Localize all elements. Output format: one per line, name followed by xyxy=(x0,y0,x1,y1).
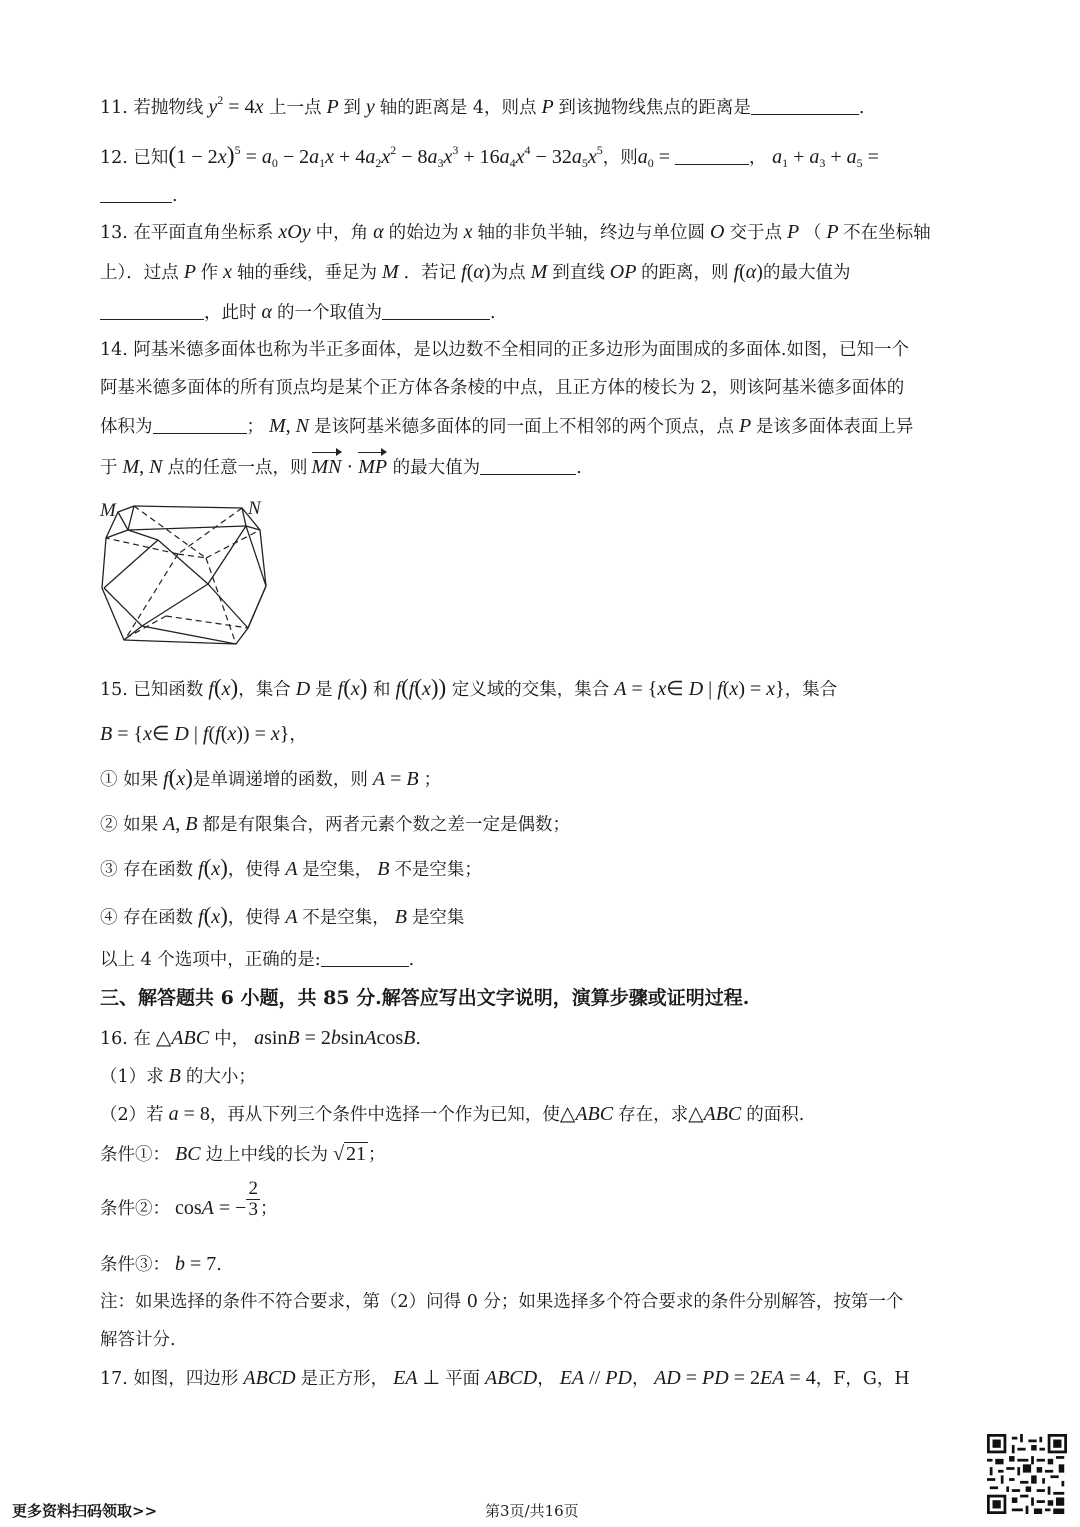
option-1: ① 如果 f(x)是单调递增的函数，则 A = B ； xyxy=(100,765,442,790)
archimedean-polyhedron-figure xyxy=(96,498,276,653)
answer-blank[interactable] xyxy=(100,184,172,203)
question-14: 14. 阿基米德多面体也称为半正多面体，是以边数不全相同的正多边形为面围成的多面体.如图，已知一个 xyxy=(100,340,909,360)
question-15: 15. 已知函数 f(x)，集合 D 是 f(x) 和 f(f(x)) 定义域的交集，集合 A = {x∈ D | f(x) = x}，集合 xyxy=(100,675,838,700)
question-13: 13. 在平面直角坐标系 xOy 中，角 α 的始边为 x 轴的非负半轴，终边与单位圆 O 交于点 P （ P 不在坐标轴 xyxy=(100,221,931,243)
question-16: 16. 在 △ABC 中， asinB = 2bsinAcosB. xyxy=(100,1027,421,1049)
section-3-heading: 三、解答题共 6 小题，共 85 分.解答应写出文字说明，演算步骤或证明过程. xyxy=(100,987,750,1009)
question-14-line2: 阿基米德多面体的所有顶点均是某个正方体各条棱的中点，且正方体的棱长为 2，则该阿基米德多面体的 xyxy=(100,378,905,398)
question-13-line3: ，此时 α 的一个取值为 . xyxy=(100,300,496,325)
option-4: ④ 存在函数 f(x)，使得 A 不是空集， B 是空集 xyxy=(100,903,465,928)
answer-blank[interactable] xyxy=(675,146,749,165)
option-2: ② 如果 A, B 都是有限集合，两者元素个数之差一定是偶数； xyxy=(100,813,571,835)
question-12-cont: . xyxy=(100,184,178,208)
condition-1: 条件①： BC 边上中线的长为 √ 21 ； xyxy=(100,1143,386,1165)
question-17: 17. 如图，四边形 ABCD 是正方形， EA ⊥ 平面 ABCD， EA // PD， AD = PD = 2EA = 4，F，G，H xyxy=(100,1367,910,1389)
footer-promo-text[interactable]: 更多资料扫码领取>> xyxy=(12,1502,158,1520)
question-15-answer-line: 以上 4 个选项中，正确的是: . xyxy=(100,950,415,970)
answer-blank[interactable] xyxy=(751,96,859,115)
vertex-label-m: M xyxy=(100,500,116,521)
question-16-part-2: （2）若 a = 8，再从下列三个条件中选择一个作为已知，使△ABC 存在，求△ABC 的面积. xyxy=(100,1103,805,1125)
option-3: ③ 存在函数 f(x)，使得 A 是空集， B 不是空集； xyxy=(100,855,482,880)
question-11: 11. 若抛物线 $y^2 = 4x$ 上一点 P 到 y 轴的距离是 4，则点 P 到该抛物线焦点的距离是 . xyxy=(100,93,865,118)
answer-blank[interactable] xyxy=(321,948,409,967)
vertex-label-n: N xyxy=(248,498,261,519)
condition-3: 条件③： b = 7. xyxy=(100,1253,222,1275)
question-16-part-1: （1）求 B 的大小； xyxy=(100,1065,256,1087)
question-15-line2: B = {x∈ D | f(f(x)) = x}， xyxy=(100,723,307,745)
page-number: 第3页/共16页 xyxy=(485,1502,579,1520)
note-line-1: 注：如果选择的条件不符合要求，第（2）问得 0 分；如果选择多个符合要求的条件分别解答，按第一个 xyxy=(100,1292,904,1312)
question-13-line2: 上）．过点 P 作 x 轴的垂线，垂足为 M ．若记 f(α)为点 M 到直线 OP 的距离，则 f(α)的最大值为 xyxy=(100,261,851,283)
answer-blank[interactable] xyxy=(100,301,204,320)
answer-blank[interactable] xyxy=(153,415,247,434)
question-14-line3: 体积为 ； M, N 是该阿基米德多面体的同一面上不相邻的两个顶点，点 P 是该多面体表面上异 xyxy=(100,415,914,437)
answer-blank[interactable] xyxy=(480,456,576,475)
qr-code-icon[interactable] xyxy=(987,1434,1067,1514)
question-14-line4: 于 M, N 点的任意一点，则 MN · MP 的最大值为 . xyxy=(100,456,582,478)
condition-2: 条件②： cosA = − $\frac{2}{3}$ ； xyxy=(100,1178,278,1220)
answer-blank[interactable] xyxy=(382,301,490,320)
note-line-2: 解答计分. xyxy=(100,1330,176,1350)
question-12: 12. 已知$(1 - 2x)^5 = a_0 - 2a_1x + 4a_2x^2 - 8a_3x^3 + 16a_4x^4 - 32a_5x^5$，则$a_0$ = ， $a_1 + a_3 + a_5$ = xyxy=(100,143,879,170)
